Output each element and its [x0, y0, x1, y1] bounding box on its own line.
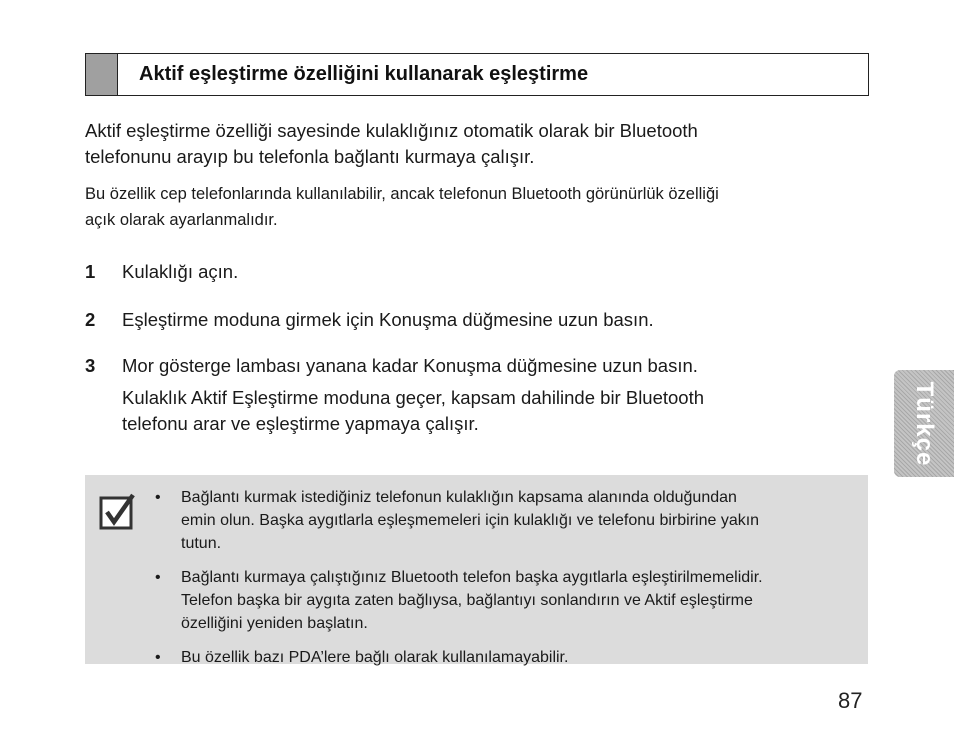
tip-list: [153, 486, 859, 680]
tip-line: Bağlantı kurmak istediğiniz telefonun kulaklığın kapsama alanında olduğundan: [181, 489, 737, 506]
tip-line: özelliğini yeniden başlatın.: [181, 615, 368, 632]
tip-line: Bağlantı kurmaya çalıştığınız Bluetooth telefon başka aygıtlarla eşleştirilmemelidir.: [181, 569, 763, 586]
tip-line: emin olun. Başka aygıtlarla eşleşmemeleri için kulaklığı ve telefonu birbirine yakın: [181, 512, 760, 529]
note-paragraph: [85, 181, 875, 233]
step-number: 2: [85, 309, 96, 330]
step-text: Kulaklığı açın.: [122, 261, 239, 282]
tip-box: [85, 475, 868, 664]
intro-line-2: telefonunu arayıp bu telefonla bağlantı kurmaya çalışır.: [85, 146, 535, 167]
tip-line: Bu özellik bazı PDA’lere bağlı olarak kullanılamayabilir.: [181, 649, 569, 666]
note-line-2: açık olarak ayarlanmalıdır.: [85, 211, 278, 229]
bullet: •: [155, 489, 161, 506]
tip-line: Telefon başka bir aygıta zaten bağlıysa, bağlantıyı sonlandırın ve Aktif eşleştirme: [181, 592, 753, 609]
step-sub-line-2: telefonu arar ve eşleştirme yapmaya çalışır.: [122, 413, 479, 434]
intro-paragraph: [85, 118, 875, 170]
step-number: 3: [85, 355, 96, 376]
bullet: •: [155, 569, 161, 586]
header-gray-block: [86, 54, 118, 95]
step-text: Mor gösterge lambası yanana kadar Konuşma düğmesine uzun basın.: [122, 355, 698, 376]
tip-item: [153, 486, 859, 555]
step-3: [85, 353, 875, 443]
page-number: 87: [838, 688, 863, 713]
language-side-tab: [894, 370, 954, 477]
section-title: Aktif eşleştirme özelliğini kullanarak eşleştirme: [139, 63, 589, 85]
tip-line: tutun.: [181, 535, 222, 552]
section-header: [85, 53, 869, 96]
tip-item: [153, 566, 859, 635]
step-text: Eşleştirme moduna girmek için Konuşma düğmesine uzun basın.: [122, 309, 654, 330]
checkbox-check-icon: [99, 493, 137, 531]
bullet: •: [155, 649, 161, 666]
step-sub-line-1: Kulaklık Aktif Eşleştirme moduna geçer, kapsam dahilinde bir Bluetooth: [122, 387, 705, 408]
note-line-1: Bu özellik cep telefonlarında kullanılabilir, ancak telefonun Bluetooth görünürlük özelliği: [85, 185, 719, 203]
step-number: 1: [85, 261, 96, 282]
intro-line-1: Aktif eşleştirme özelliği sayesinde kulaklığınız otomatik olarak bir Bluetooth: [85, 120, 698, 141]
language-tab-label: Türkçe: [911, 381, 938, 466]
tip-item: [153, 646, 859, 669]
